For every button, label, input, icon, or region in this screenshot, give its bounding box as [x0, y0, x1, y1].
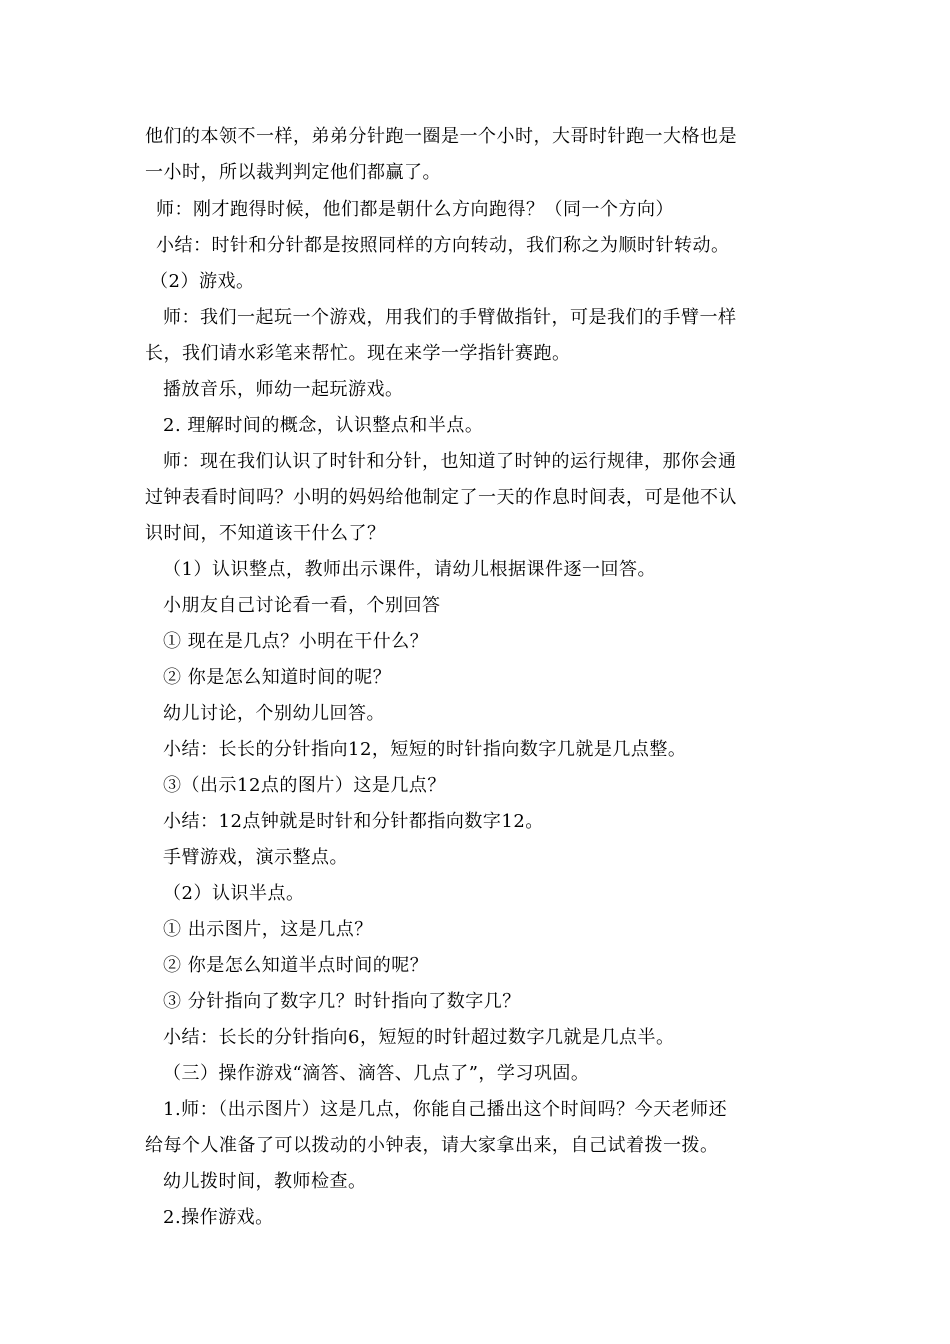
text-line: 一小时，所以裁判判定他们都赢了。: [145, 162, 441, 183]
text-line: 给每个人准备了可以拨动的小钟表，请大家拿出来，自己试着拨一拨。: [145, 1135, 719, 1156]
text-line: （三）操作游戏“滴答、滴答、几点了”，学习巩固。: [163, 1063, 590, 1084]
text-line: 幼儿讨论，个别幼儿回答。: [163, 703, 385, 724]
text-line: 小朋友自己讨论看一看，个别回答: [163, 595, 441, 616]
text-line: （2）游戏。: [150, 271, 255, 292]
text-line: 过钟表看时间吗？小明的妈妈给他制定了一天的作息时间表，可是他不认: [145, 487, 737, 508]
text-line: 小结：长长的分针指向6，短短的时针超过数字几就是几点半。: [163, 1027, 675, 1048]
text-line: 手臂游戏，演示整点。: [163, 847, 348, 868]
text-line: 识时间，不知道该干什么了？: [145, 523, 386, 544]
text-line: 2. 理解时间的概念，认识整点和半点。: [163, 415, 484, 436]
text-line: 小结：长长的分针指向12，短短的时针指向数字几就是几点整。: [163, 739, 687, 760]
text-line: 师：现在我们认识了时针和分针，也知道了时钟的运行规律，那你会通: [163, 451, 737, 472]
text-line: ③ 分针指向了数字几？时针指向了数字几？: [163, 991, 521, 1012]
text-line: （2）认识半点。: [163, 883, 305, 904]
text-line: 小结：12点钟就是时针和分针都指向数字12。: [163, 811, 544, 832]
text-line: ① 出示图片，这是几点？: [163, 919, 373, 940]
text-line: ② 你是怎么知道时间的呢？: [163, 667, 392, 688]
text-line: （1）认识整点，教师出示课件，请幼儿根据课件逐一回答。: [163, 559, 656, 580]
text-line: ③（出示12点的图片）这是几点？: [163, 775, 446, 796]
text-line: ② 你是怎么知道半点时间的呢？: [163, 955, 429, 976]
text-line: 师：我们一起玩一个游戏，用我们的手臂做指针，可是我们的手臂一样: [163, 307, 737, 328]
text-line: 1.师：（出示图片）这是几点，你能自己播出这个时间吗？今天老师还: [163, 1099, 728, 1120]
text-line: 他们的本领不一样，弟弟分针跑一圈是一个小时，大哥时针跑一大格也是: [145, 126, 737, 147]
text-line: 幼儿拨时间，教师检查。: [163, 1171, 367, 1192]
text-line: 长，我们请水彩笔来帮忙。现在来学一学指针赛跑。: [145, 343, 571, 364]
text-line: 播放音乐，师幼一起玩游戏。: [163, 379, 404, 400]
text-line: 小结：时针和分针都是按照同样的方向转动，我们称之为顺时针转动。: [156, 235, 730, 256]
text-line: ① 现在是几点？小明在干什么？: [163, 631, 429, 652]
text-line: 2.操作游戏。: [163, 1207, 274, 1228]
text-line: 师：刚才跑得时候，他们都是朝什么方向跑得？（同一个方向）: [156, 199, 674, 220]
